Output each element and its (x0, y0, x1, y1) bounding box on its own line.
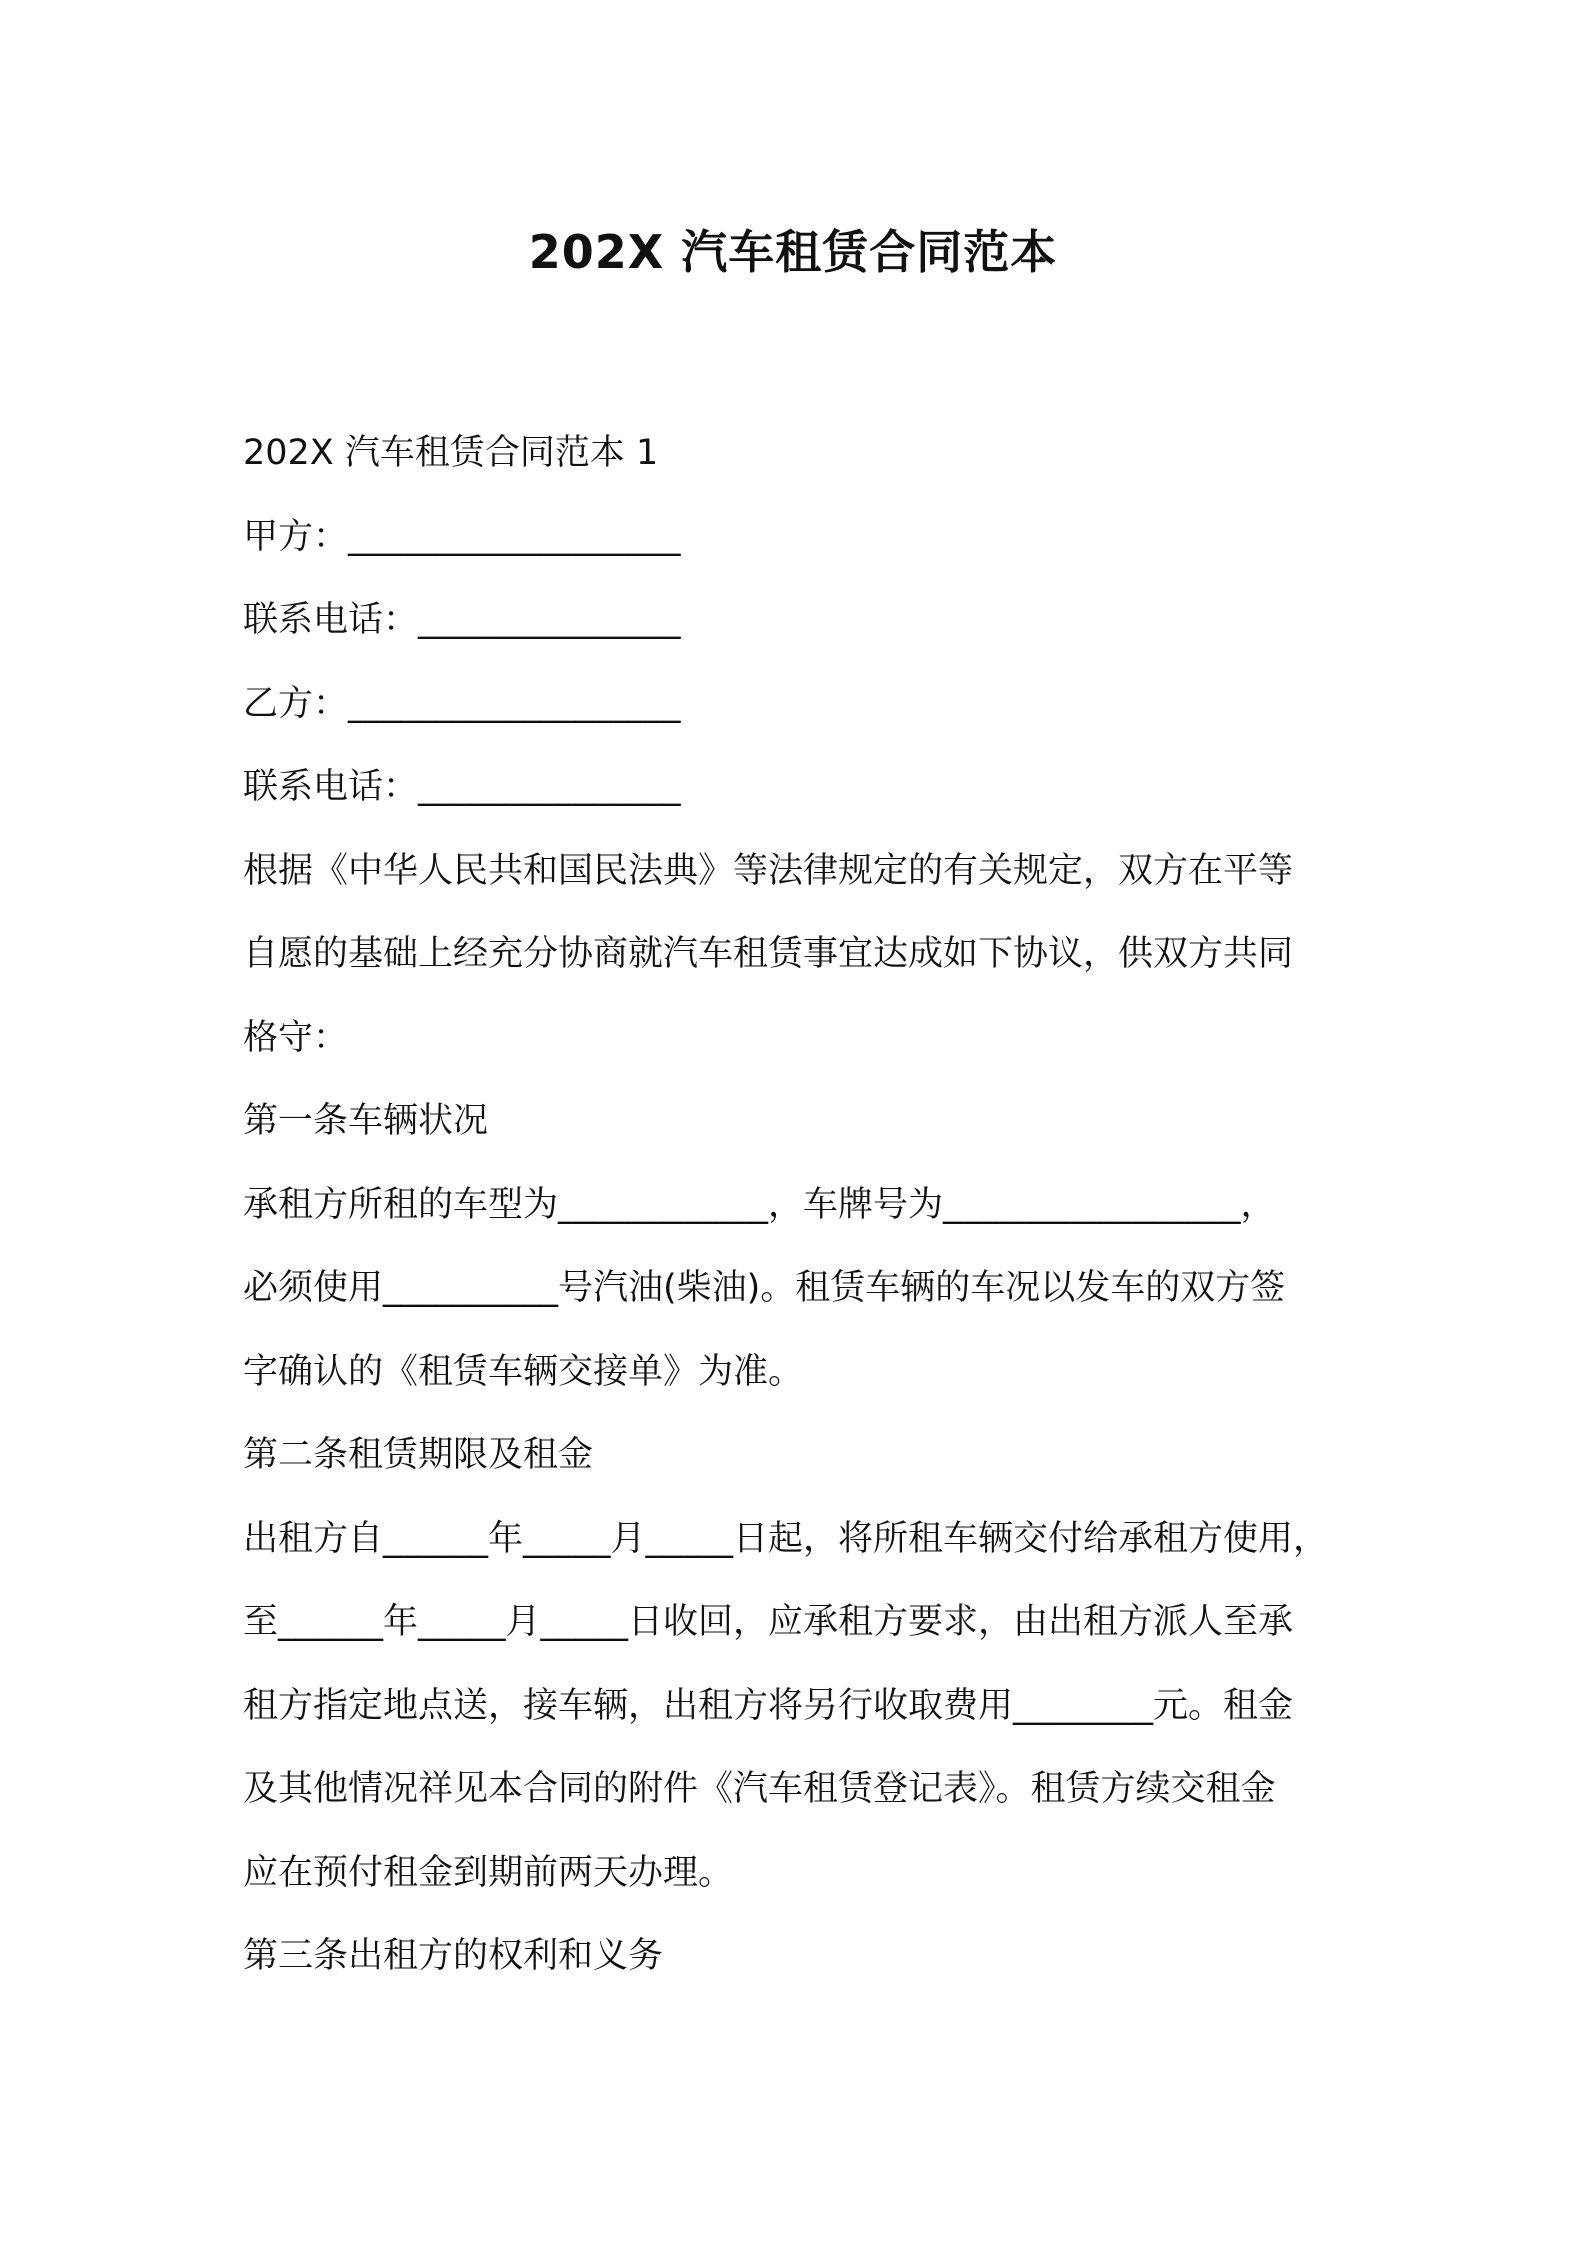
party-a-field: 甲方：___________________ (243, 516, 681, 557)
paragraph-line: 出租方自______年_____月_____日起，将所租车辆交付给承租方使用， (243, 1518, 1329, 1559)
preamble-line: 根据《中华人民共和国民法典》等法律规定的有关规定，双方在平等 (243, 850, 1294, 891)
document-body (243, 412, 1363, 1999)
section-heading: 202X 汽车租赁合同范本 1 (243, 433, 659, 473)
article-heading: 第三条出租方的权利和义务 (243, 1936, 664, 1976)
paragraph-line: 及其他情况祥见本合同的附件《汽车租赁登记表》。租赁方续交租金 (243, 1769, 1276, 1809)
article-heading: 第二条租赁期限及租金 (243, 1435, 594, 1475)
paragraph-line: 必须使用__________号汽油(柴油)。租赁车辆的车况以发车的双方签 (243, 1268, 1286, 1308)
party-b-field: 乙方：___________________ (243, 683, 681, 724)
document-title: 202X 汽车租赁合同范本 (528, 225, 1058, 279)
preamble-line: 格守： (243, 1017, 349, 1058)
paragraph-line: 至______年_____月_____日收回，应承租方要求，由出租方派人至承 (243, 1602, 1294, 1642)
preamble-line: 自愿的基础上经充分协商就汽车租赁事宜达成如下协议，供双方共同 (243, 934, 1294, 974)
article-heading: 第一条车辆状况 (243, 1101, 489, 1141)
party-a-phone-field: 联系电话：_______________ (243, 600, 681, 640)
paragraph-line: 租方指定地点送，接车辆，出租方将另行收取费用________元。租金 (243, 1685, 1294, 1726)
party-b-phone-field: 联系电话：_______________ (243, 767, 681, 807)
paragraph-line: 应在预付租金到期前两天办理。 (243, 1852, 734, 1893)
paragraph-line: 字确认的《租赁车辆交接单》为准。 (243, 1351, 804, 1392)
paragraph-line: 承租方所租的车型为____________，车牌号为_________________， (243, 1184, 1276, 1225)
